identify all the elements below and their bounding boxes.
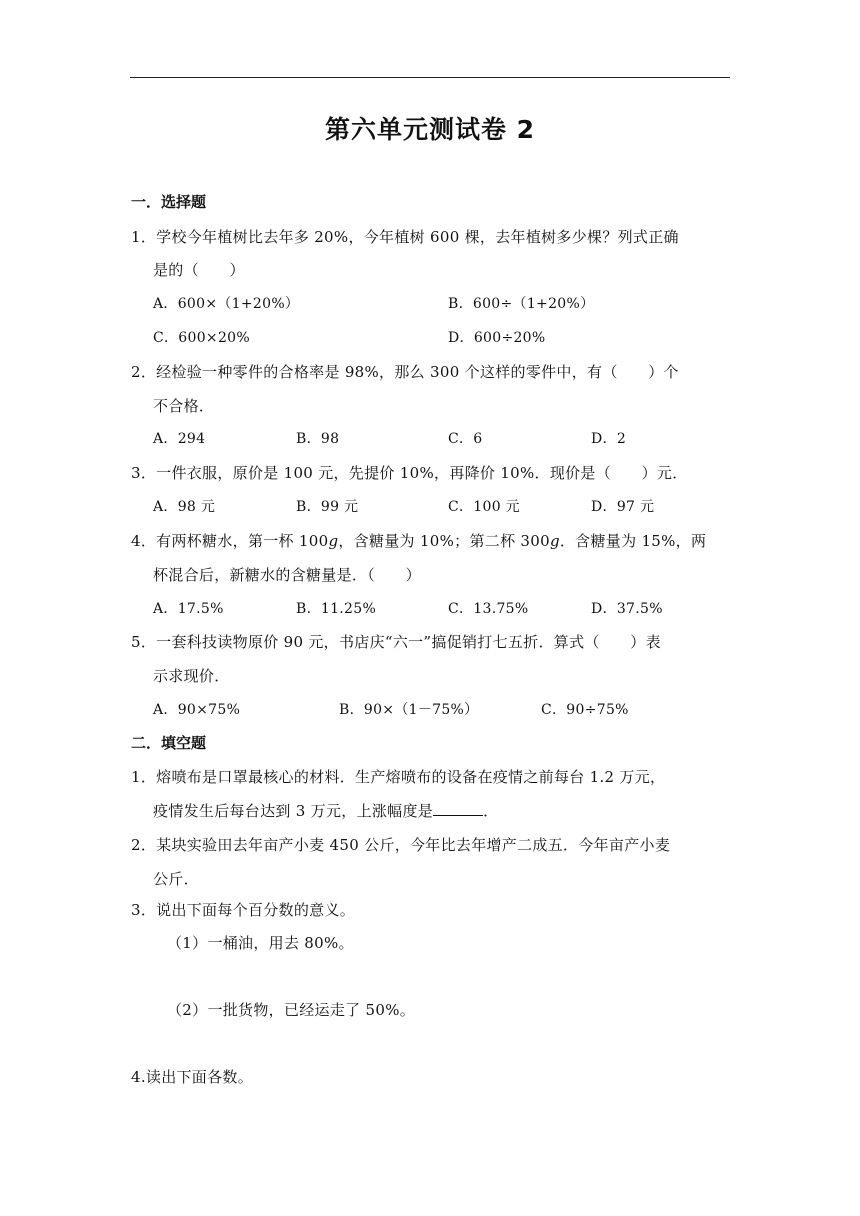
q2-option-b: B．98 — [296, 431, 340, 447]
q1-option-c: C．600×20% — [153, 330, 250, 346]
q4-line1-part-a: 4．有两杯糖水，第一杯 100 — [131, 532, 329, 550]
f1-line2-end: ． — [483, 802, 499, 820]
q5-option-a: A．90×75% — [153, 702, 241, 718]
f1-line2 — [153, 800, 498, 821]
q1-line2: 是的（ ） — [153, 261, 245, 279]
f4-line1: 4.读出下面各数。 — [131, 1068, 254, 1086]
q4-unit-g-2: g — [549, 532, 560, 550]
q3-option-b: B．99 元 — [296, 499, 359, 515]
q2-option-d: D．2 — [591, 431, 627, 447]
q1-option-a: A．600×（1+20%） — [153, 296, 300, 312]
f2-line1: 2．某块实验田去年亩产小麦 450 公斤，今年比去年增产二成五．今年亩产小麦 — [131, 836, 671, 854]
f2-line2: 公斤． — [153, 870, 199, 888]
f3-sub2: （2）一批货物，已经运走了 50%。 — [167, 1001, 416, 1019]
q3-option-c: C．100 元 — [448, 499, 520, 515]
q4-line1-part-b: ，含糖量为 10%；第二杯 300 — [338, 532, 550, 550]
q5-option-b: B．90×（1－75%） — [339, 702, 479, 718]
q5-option-c: C．90÷75% — [541, 702, 629, 718]
q4-line1 — [131, 530, 706, 551]
f3-line1: 3．说出下面每个百分数的意义。 — [131, 901, 356, 919]
q4-option-b: B．11.25% — [296, 601, 377, 617]
q3-line1: 3．一件衣服，原价是 100 元，先提价 10%，再降价 10%．现价是（ ）元． — [131, 464, 688, 482]
q4-line2: 杯混合后，新糖水的含糖量是．（ ） — [153, 566, 421, 584]
f1-line2-text: 疫情发生后每台达到 3 万元，上涨幅度是 — [153, 802, 434, 820]
page-title: 第六单元测试卷 2 — [324, 115, 536, 144]
answer-blank[interactable] — [433, 801, 483, 816]
section-fill-heading: 二．填空题 — [131, 734, 207, 752]
q3-option-a: A．98 元 — [153, 499, 216, 515]
header-rule — [130, 77, 730, 78]
q1-line1: 1．学校今年植树比去年多 20%，今年植树 600 棵，去年植树多少棵？列式正确 — [131, 228, 679, 246]
q2-option-a: A．294 — [153, 431, 206, 447]
q1-option-d: D．600÷20% — [448, 330, 546, 346]
q2-option-c: C．6 — [448, 431, 483, 447]
q4-unit-g-1: g — [328, 532, 339, 550]
q5-line1: 5．一套科技读物原价 90 元，书店庆“六一”搞促销打七五折．算式（ ）表 — [131, 633, 661, 651]
f1-line1: 1．熔喷布是口罩最核心的材料．生产熔喷布的设备在疫情之前每台 1.2 万元， — [131, 768, 666, 786]
q5-line2: 示求现价． — [153, 667, 230, 685]
q3-option-d: D．97 元 — [591, 499, 655, 515]
q2-line1: 2．经检验一种零件的合格率是 98%，那么 300 个这样的零件中，有（ ）个 — [131, 363, 679, 381]
section-choice-heading: 一．选择题 — [131, 193, 207, 211]
q1-option-b: B．600÷（1+20%） — [448, 296, 595, 312]
q4-line1-part-c: ．含糖量为 15%，两 — [559, 532, 707, 550]
q4-option-d: D．37.5% — [591, 601, 663, 617]
q2-line2: 不合格． — [153, 397, 215, 415]
f3-sub1: （1）一桶油，用去 80%。 — [167, 934, 354, 952]
q4-option-c: C．13.75% — [448, 601, 529, 617]
q4-option-a: A．17.5% — [153, 601, 224, 617]
